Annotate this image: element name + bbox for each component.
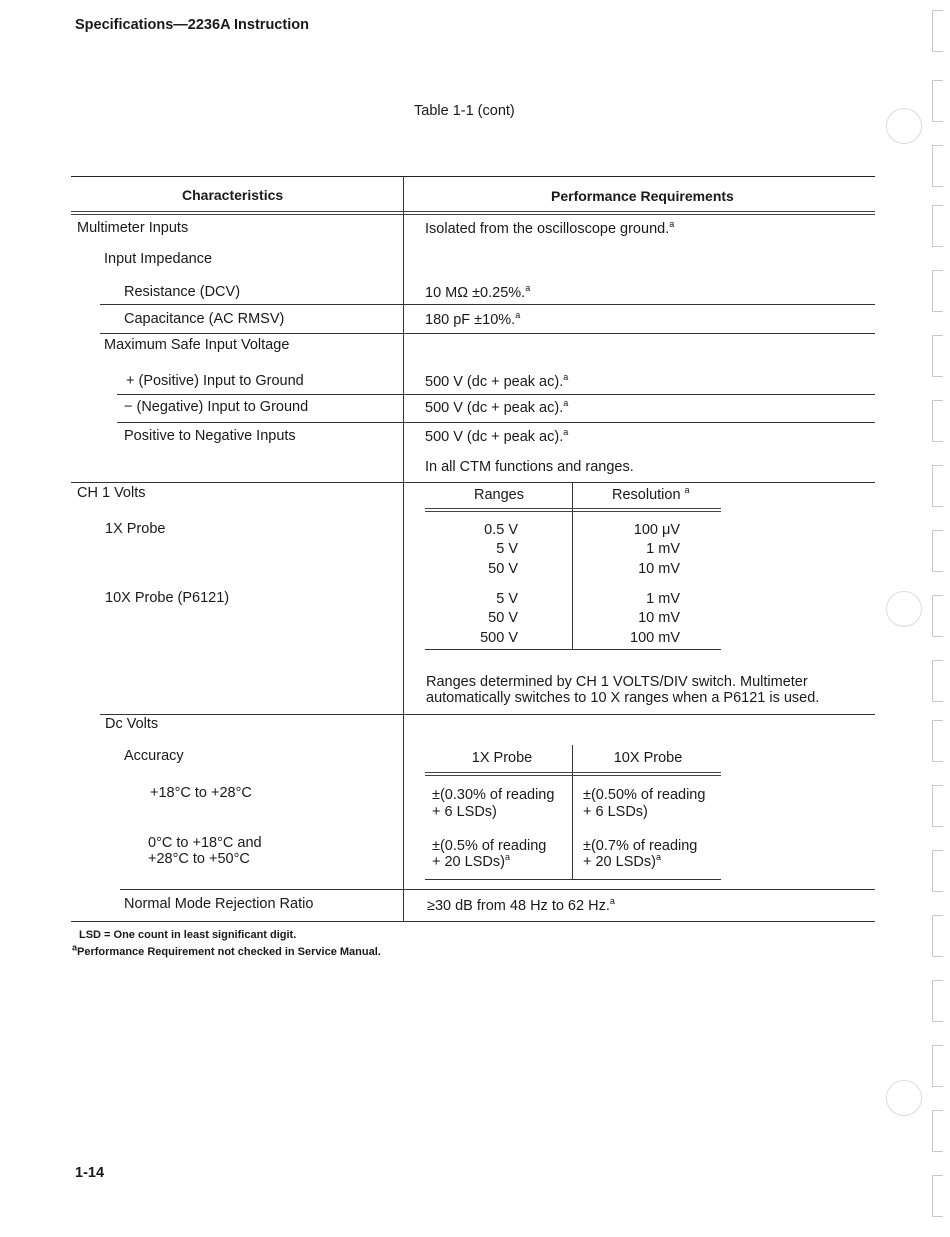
table-title: Table 1-1 (cont) (414, 103, 515, 119)
ctm-note: In all CTM functions and ranges. (425, 459, 634, 475)
resolution-value: 10 mV (638, 561, 680, 577)
subtable-divider (572, 745, 573, 880)
binder-tab (932, 270, 943, 312)
row-value-positive-input (425, 374, 568, 391)
accuracy-10x-line2 (583, 854, 661, 871)
footnote-mark: a (72, 942, 78, 953)
row-value-negative-input (425, 400, 568, 417)
footnote-text: Performance Requirement not checked in Service Manual. (77, 946, 381, 958)
subtable-double-rule (425, 508, 721, 512)
subheader-10x-probe: 10X Probe (613, 750, 683, 766)
accuracy-10x-line1: ±(0.7% of reading (583, 838, 698, 854)
range-value: 0.5 V (484, 522, 518, 538)
row-label-resistance: Resistance (DCV) (124, 284, 241, 300)
value-text: 10 MΩ ±0.25%. (425, 285, 526, 301)
page-number: 1-14 (75, 1165, 105, 1181)
punch-hole-top (886, 108, 922, 144)
footnote-mark: a (515, 310, 521, 321)
row-value-capacitance (425, 312, 520, 329)
row-label-temp-range-2-line2: +28°C to +50°C (148, 851, 250, 867)
subtable-double-rule (425, 772, 721, 776)
binder-tab (932, 145, 943, 187)
value-text: 500 V (dc + peak ac). (425, 374, 564, 390)
binder-tab (932, 720, 943, 762)
ranges-note-line2: automatically switches to 10 X ranges when a P6121 is used. (426, 690, 820, 706)
binder-tab (932, 530, 943, 572)
row-label-max-safe-voltage: Maximum Safe Input Voltage (104, 337, 290, 353)
row-label-accuracy: Accuracy (124, 748, 184, 764)
table-top-rule (71, 176, 875, 177)
resolution-value: 10 mV (638, 610, 680, 626)
binder-tab (932, 80, 943, 122)
binder-tab (932, 1045, 943, 1087)
punch-hole-bottom (886, 1080, 922, 1116)
row-value-pos-to-neg (425, 429, 568, 446)
binder-tab (932, 660, 943, 702)
binder-tab (932, 915, 943, 957)
subheader-text: Resolution (612, 487, 681, 503)
range-value: 500 V (480, 630, 518, 646)
binder-tab (932, 1110, 943, 1152)
row-label-10x-probe: 10X Probe (P6121) (105, 590, 230, 606)
row-label-temp-range-2-line1: 0°C to +18°C and (148, 835, 262, 851)
row-label-negative-input: − (Negative) Input to Ground (124, 399, 309, 415)
value-text: 500 V (dc + peak ac). (425, 429, 564, 445)
binder-tab (932, 400, 943, 442)
accuracy-10x-line2: + 6 LSDs) (583, 804, 648, 820)
row-label-nmrr: Normal Mode Rejection Ratio (124, 896, 314, 912)
range-value: 5 V (496, 591, 518, 607)
subheader-resolution (612, 487, 690, 504)
value-text: Isolated from the oscilloscope ground. (425, 221, 670, 237)
footnote-mark: a (563, 427, 569, 438)
value-text: ≥30 dB from 48 Hz to 62 Hz. (427, 898, 610, 914)
subheader-ranges: Ranges (474, 487, 524, 503)
binder-tab (932, 335, 943, 377)
resolution-value: 1 mV (646, 541, 680, 557)
row-label-temp-range-1: +18°C to +28°C (150, 785, 252, 801)
subheader-1x-probe: 1X Probe (471, 750, 533, 766)
range-value: 50 V (488, 610, 518, 626)
punch-hole-middle (886, 591, 922, 627)
column-header-characteristics: Characteristics (182, 187, 284, 203)
resolution-value: 100 mV (630, 630, 680, 646)
rule (71, 482, 875, 483)
accuracy-1x-line1: ±(0.30% of reading (432, 787, 555, 803)
footnote-mark: a (655, 852, 661, 863)
row-label-multimeter-inputs: Multimeter Inputs (77, 220, 189, 236)
ranges-note-line1: Ranges determined by CH 1 VOLTS/DIV switch. Multimeter (426, 674, 808, 690)
row-value-resistance (425, 285, 530, 302)
binder-tab (932, 850, 943, 892)
binder-tab (932, 10, 943, 52)
range-value: 5 V (496, 541, 518, 557)
footnote-mark: a (525, 283, 531, 294)
accuracy-1x-line2: + 6 LSDs) (432, 804, 497, 820)
value-text: 180 pF ±10%. (425, 312, 516, 328)
rule (120, 889, 875, 890)
binder-tab (932, 595, 943, 637)
row-label-1x-probe: 1X Probe (105, 521, 166, 537)
rule (100, 714, 875, 715)
footnote-mark: a (563, 372, 569, 383)
row-label-positive-input: + (Positive) Input to Ground (126, 373, 304, 389)
row-label-ch1-volts: CH 1 Volts (77, 485, 146, 501)
column-divider (403, 176, 404, 922)
resolution-value: 1 mV (646, 591, 680, 607)
row-value-multimeter-inputs (425, 221, 674, 238)
rule (117, 422, 875, 423)
rule (100, 333, 875, 334)
table-bottom-rule (71, 921, 875, 922)
value-text: + 20 LSDs) (432, 854, 505, 870)
binder-tab (932, 465, 943, 507)
binder-tab (932, 1175, 943, 1217)
footnote-a (72, 942, 381, 958)
column-header-performance: Performance Requirements (551, 188, 734, 204)
binder-tab (932, 785, 943, 827)
resolution-value: 100 μV (633, 522, 680, 538)
row-label-dc-volts: Dc Volts (105, 716, 159, 732)
footnote-lsd: LSD = One count in least significant digit. (79, 929, 297, 941)
footnote-mark: a (563, 398, 569, 409)
rule (117, 394, 875, 395)
accuracy-10x-line1: ±(0.50% of reading (583, 787, 706, 803)
value-text: + 20 LSDs) (583, 854, 656, 870)
accuracy-1x-line2 (432, 854, 510, 871)
subtable-bottom-rule (425, 879, 721, 880)
accuracy-1x-line1: ±(0.5% of reading (432, 838, 547, 854)
binder-tab (932, 980, 943, 1022)
running-title: Specifications—2236A Instruction (75, 17, 309, 33)
footnote-mark: a (684, 485, 690, 496)
row-label-pos-to-neg: Positive to Negative Inputs (124, 428, 296, 444)
row-value-nmrr (427, 898, 615, 915)
row-label-input-impedance: Input Impedance (104, 251, 213, 267)
range-value: 50 V (488, 561, 518, 577)
footnote-mark: a (504, 852, 510, 863)
footnote-mark: a (609, 896, 615, 907)
footnote-mark: a (669, 219, 675, 230)
row-label-capacitance: Capacitance (AC RMSV) (124, 311, 285, 327)
subtable-bottom-rule (425, 649, 721, 650)
rule (100, 304, 875, 305)
binder-tab (932, 205, 943, 247)
header-double-rule (71, 211, 875, 215)
value-text: 500 V (dc + peak ac). (425, 400, 564, 416)
